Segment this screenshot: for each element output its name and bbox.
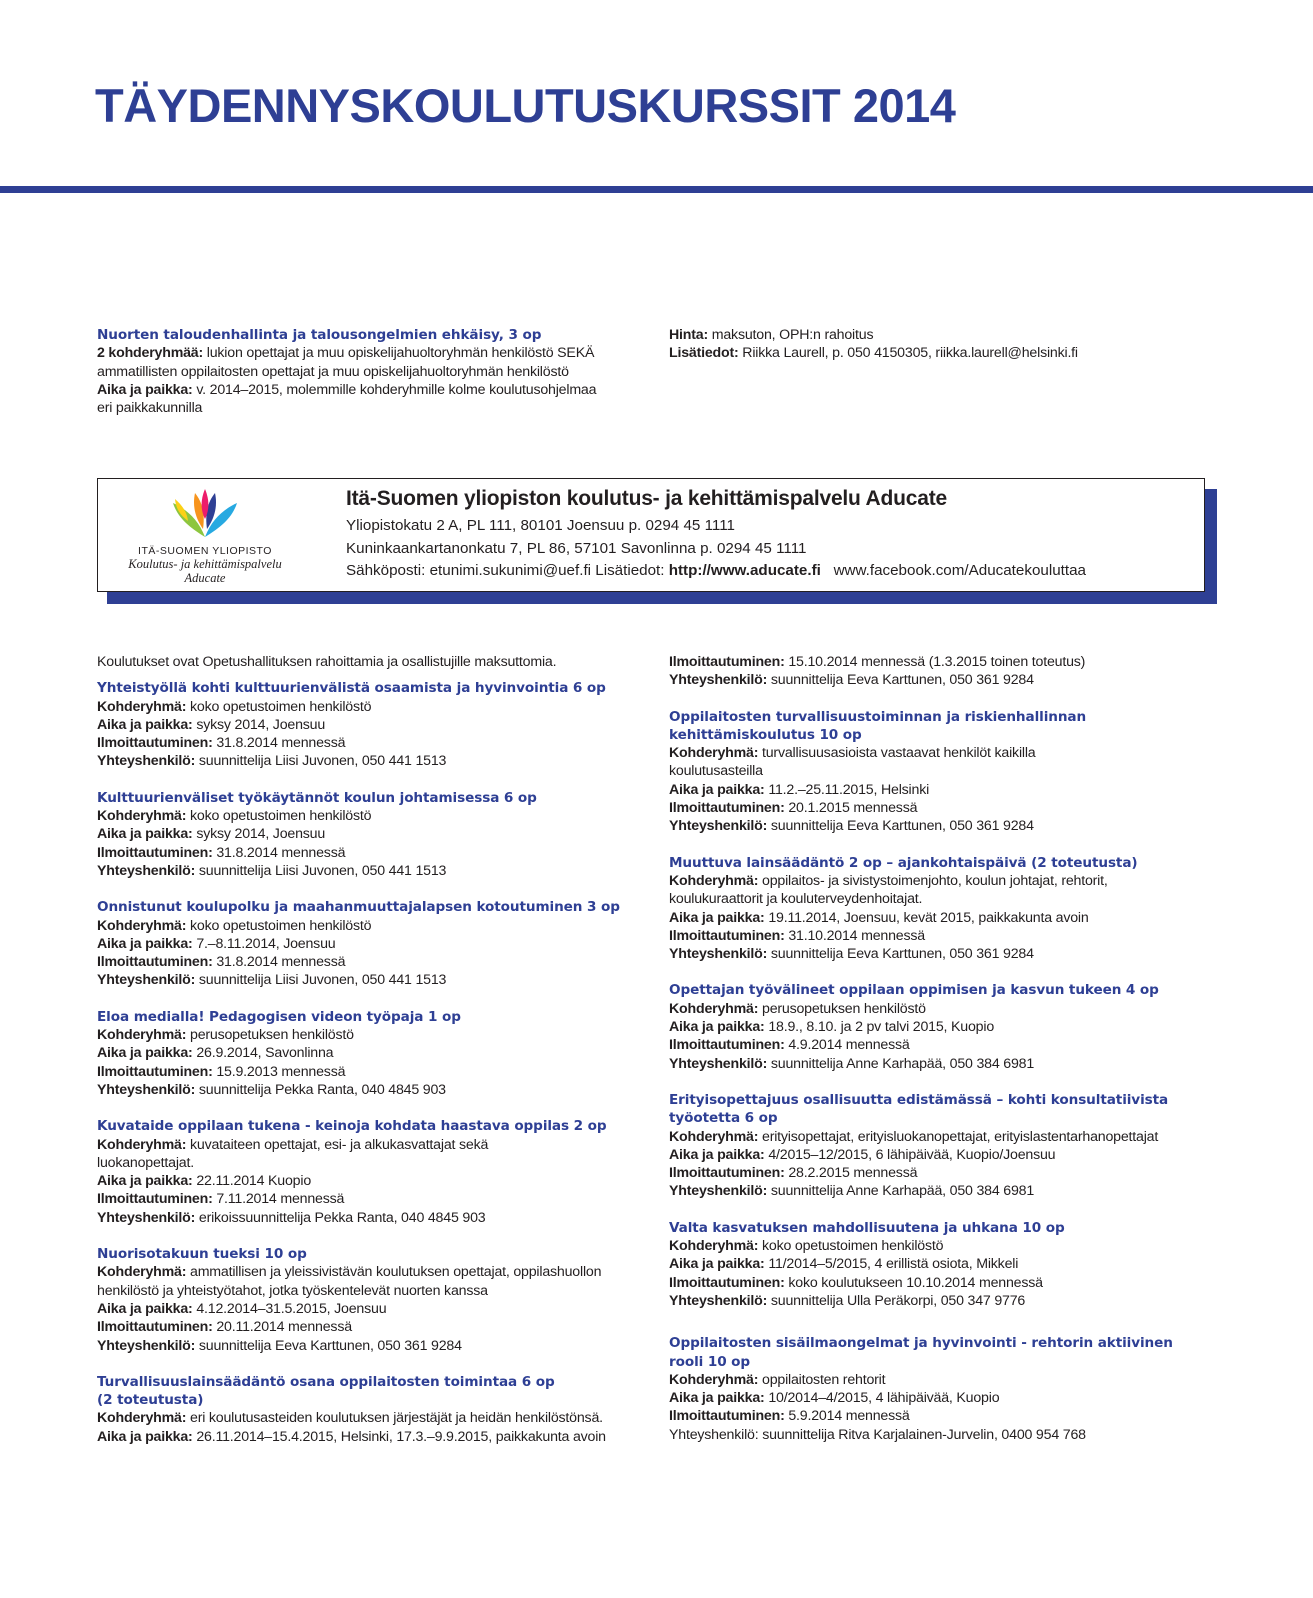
- logo-unit-name: Koulutus- ja kehittämispalvelu: [128, 557, 282, 571]
- intro-course-details: [669, 326, 1229, 363]
- target-value: oppilaitos- ja sivistystoimenjohto, koulun johtajat, rehtorit,: [762, 872, 1108, 889]
- contact-value: suunnittelija Anne Karhapää, 050 384 6981: [770, 1183, 1035, 1200]
- leaf-logo-icon: [170, 485, 240, 543]
- time-label: Aika ja paikka:: [669, 781, 765, 798]
- contact-info: [346, 485, 1196, 583]
- time-label: Aika ja paikka:: [97, 1300, 193, 1317]
- target-value: lukion opettajat ja muu opiskelijahuoltoryhmän henkilöstö SEKÄ: [206, 345, 595, 362]
- registration-label: Ilmoittautuminen:: [97, 1319, 213, 1336]
- course-title-cont: rooli 10 op: [669, 1353, 751, 1370]
- registration-value: 31.10.2014 mennessä: [788, 927, 925, 944]
- info-value: Riikka Laurell, p. 050 4150305, riikka.laurell@helsinki.fi: [742, 345, 1078, 362]
- time-label: Aika ja paikka:: [97, 826, 193, 843]
- course-entry-continued: [669, 653, 1229, 690]
- time-value: 10/2014–4/2015, 4 lähipäivää, Kuopio: [768, 1390, 1000, 1407]
- time-label: Aika ja paikka:: [669, 909, 765, 926]
- time-label: Aika ja paikka:: [97, 1045, 193, 1062]
- target-label: Kohderyhmä:: [669, 1128, 759, 1145]
- target-label: Kohderyhmä:: [97, 808, 187, 825]
- registration-value: 31.8.2014 mennessä: [216, 844, 346, 861]
- contact-label: Yhteyshenkilö:: [669, 672, 768, 689]
- target-label: Kohderyhmä:: [97, 1410, 187, 1427]
- registration-label: Ilmoittautuminen:: [97, 1063, 213, 1080]
- target-label: Kohderyhmä:: [669, 1238, 759, 1255]
- target-value: turvallisuusasioista vastaavat henkilöt kaikilla: [762, 745, 1036, 762]
- registration-label: Ilmoittautuminen:: [669, 1274, 785, 1291]
- contact-label: Yhteyshenkilö:: [97, 972, 196, 989]
- email-web-line: [346, 560, 1196, 583]
- contact-label: Yhteyshenkilö:: [669, 1183, 768, 1200]
- info-box-title: Itä-Suomen yliopiston koulutus- ja kehittämispalvelu Aducate: [346, 487, 947, 510]
- registration-value: 20.11.2014 mennessä: [216, 1319, 352, 1336]
- contact-label: Yhteyshenkilö:: [669, 818, 768, 835]
- target-value-cont: henkilöstö ja yhteistyötahot, jotka työskentelevät nuorten kanssa: [97, 1282, 488, 1299]
- registration-label: Ilmoittautuminen:: [97, 954, 213, 971]
- registration-label: Ilmoittautuminen:: [669, 654, 785, 670]
- target-label: Kohderyhmä:: [669, 745, 759, 762]
- time-label: Aika ja paikka:: [97, 1173, 193, 1190]
- contact-value: suunnittelija Anne Karhapää, 050 384 6981: [770, 1055, 1035, 1072]
- left-column: [97, 653, 657, 1464]
- target-label: Kohderyhmä:: [97, 1264, 187, 1281]
- target-label: Kohderyhmä:: [97, 1136, 187, 1153]
- registration-value: 28.2.2015 mennessä: [788, 1165, 918, 1182]
- time-label: Aika ja paikka:: [97, 1428, 193, 1445]
- course-title-cont: työotetta 6 op: [669, 1110, 778, 1127]
- contact-label: Yhteyshenkilö:: [669, 1055, 768, 1072]
- contact-value: suunnittelija Eeva Karttunen, 050 361 9284: [770, 946, 1034, 963]
- contact-value: suunnittelija Ulla Peräkorpi, 050 347 9776: [770, 1292, 1026, 1309]
- registration-label: Ilmoittautuminen:: [97, 844, 213, 861]
- course-entry: [97, 1008, 657, 1099]
- target-value: oppilaitosten rehtorit: [762, 1371, 886, 1388]
- target-label: 2 kohderyhmää:: [97, 345, 204, 362]
- target-value: ammatillisen ja yleissivistävän koulutuksen opettajat, oppilashuollon: [190, 1264, 602, 1281]
- course-entry: [97, 679, 657, 770]
- course-title: Turvallisuuslainsäädäntö osana oppilaitosten toimintaa 6 op: [97, 1373, 555, 1390]
- contact-label: Yhteyshenkilö:: [97, 862, 196, 879]
- contact-value: suunnittelija Pekka Ranta, 040 4845 903: [198, 1081, 446, 1098]
- registration-value: 31.8.2014 mennessä: [216, 735, 346, 752]
- address-savonlinna: Kuninkaankartanonkatu 7, PL 86, 57101 Savonlinna p. 0294 45 1111: [346, 539, 807, 557]
- registration-label: Ilmoittautuminen:: [97, 735, 213, 752]
- course-title: Yhteistyöllä kohti kulttuurienvälistä osaamista ja hyvinvointia 6 op: [97, 680, 606, 697]
- contact-value: suunnittelija Liisi Juvonen, 050 441 1513: [198, 972, 447, 989]
- logo-unit-brand: Aducate: [184, 571, 226, 585]
- course-title-cont: (2 toteutusta): [97, 1392, 204, 1409]
- time-value: 11.2.–25.11.2015, Helsinki: [768, 781, 930, 798]
- target-label: Kohderyhmä:: [669, 1000, 759, 1017]
- course-entry: [97, 1245, 657, 1355]
- time-value: 4/2015–12/2015, 6 lähipäivää, Kuopio/Joensuu: [768, 1146, 1056, 1163]
- course-entry: [97, 789, 657, 880]
- contact-label: Yhteyshenkilö:: [669, 1292, 768, 1309]
- right-column: [669, 653, 1229, 1462]
- university-logo: [106, 485, 304, 589]
- target-value: perusopetuksen henkilöstö: [190, 1027, 354, 1044]
- registration-label: Ilmoittautuminen:: [97, 1191, 213, 1208]
- price-value: maksuton, OPH:n rahoitus: [711, 327, 874, 343]
- course-title: Muuttuva lainsäädäntö 2 op – ajankohtaispäivä (2 toteutusta): [669, 854, 1138, 871]
- course-title-cont: kehittämiskoulutus 10 op: [669, 726, 862, 743]
- registration-label: Ilmoittautuminen:: [669, 1165, 785, 1182]
- time-value-cont: eri paikkakunnilla: [97, 400, 203, 417]
- course-title: Valta kasvatuksen mahdollisuutena ja uhkana 10 op: [669, 1219, 1065, 1236]
- course-entry: [669, 854, 1229, 964]
- course-entry: [669, 708, 1229, 836]
- target-value-cont: koulukuraattorit ja kouluterveydenhoitajat.: [669, 891, 923, 908]
- time-value: 22.11.2014 Kuopio: [196, 1173, 312, 1190]
- target-label: Kohderyhmä:: [97, 917, 187, 934]
- email-text: Sähköposti: etunimi.sukunimi@uef.fi Lisätiedot:: [346, 562, 669, 579]
- time-value: 26.11.2014–15.4.2015, Helsinki, 17.3.–9.9.2015, paikkakunta avoin: [196, 1428, 606, 1445]
- target-value-cont: koulutusasteilla: [669, 763, 763, 780]
- time-label: Aika ja paikka:: [97, 935, 193, 952]
- facebook-link[interactable]: www.facebook.com/Aducatekouluttaa: [833, 562, 1086, 579]
- target-value: erityisopettajat, erityisluokanopettajat, erityislastentarhanopettajat: [762, 1128, 1159, 1145]
- registration-label: Ilmoittautuminen:: [669, 800, 785, 817]
- contact-value: suunnittelija Liisi Juvonen, 050 441 1513: [198, 862, 447, 879]
- contact-label: Yhteyshenkilö:: [97, 1081, 196, 1098]
- course-entry: [669, 981, 1229, 1072]
- course-title: Oppilaitosten turvallisuustoiminnan ja riskienhallinnan: [669, 708, 1087, 725]
- contact-label: Yhteyshenkilö:: [669, 946, 768, 963]
- info-box: [97, 478, 1205, 592]
- target-value: koko opetustoimen henkilöstö: [762, 1238, 944, 1255]
- registration-value: koko koulutukseen 10.10.2014 mennessä: [788, 1274, 1043, 1291]
- course-title: Kulttuurienväliset työkäytännöt koulun johtamisessa 6 op: [97, 789, 537, 806]
- registration-label: Ilmoittautuminen:: [669, 1037, 785, 1054]
- time-label: Aika ja paikka:: [669, 1390, 765, 1407]
- course-title: Oppilaitosten sisäilmaongelmat ja hyvinvointi - rehtorin aktiivinen: [669, 1335, 1173, 1352]
- info-label: Lisätiedot:: [669, 345, 739, 362]
- target-value: koko opetustoimen henkilöstö: [190, 808, 372, 825]
- contact-line: Yhteyshenkilö: suunnittelija Ritva Karjalainen-Jurvelin, 0400 954 768: [669, 1426, 1086, 1443]
- contact-value: suunnittelija Eeva Karttunen, 050 361 9284: [198, 1337, 462, 1354]
- time-label: Aika ja paikka:: [97, 716, 193, 733]
- target-value-cont: luokanopettajat.: [97, 1154, 194, 1171]
- contact-label: Yhteyshenkilö:: [97, 1209, 196, 1226]
- registration-value: 15.10.2014 mennessä (1.3.2015 toinen toteutus): [788, 654, 1086, 670]
- time-value: 26.9.2014, Savonlinna: [196, 1045, 334, 1062]
- registration-value: 4.9.2014 mennessä: [788, 1037, 910, 1054]
- contact-value: erikoissuunnittelija Pekka Ranta, 040 4845 903: [198, 1209, 486, 1226]
- time-value: 19.11.2014, Joensuu, kevät 2015, paikkakunta avoin: [768, 909, 1089, 926]
- course-entry: [97, 1373, 657, 1446]
- registration-value: 7.11.2014 mennessä: [216, 1191, 345, 1208]
- time-value: 11/2014–5/2015, 4 erillistä osiota, Mikkeli: [768, 1256, 1019, 1273]
- time-label: Aika ja paikka:: [97, 381, 193, 398]
- target-label: Kohderyhmä:: [97, 1027, 187, 1044]
- time-value: syksy 2014, Joensuu: [196, 716, 326, 733]
- target-value: perusopetuksen henkilöstö: [762, 1000, 926, 1017]
- time-label: Aika ja paikka:: [669, 1146, 765, 1163]
- time-value: 18.9., 8.10. ja 2 pv talvi 2015, Kuopio: [768, 1019, 995, 1036]
- course-entry: [97, 1117, 657, 1227]
- course-title: Nuorten taloudenhallinta ja talousongelmien ehkäisy, 3 op: [97, 327, 542, 343]
- registration-value: 31.8.2014 mennessä: [216, 954, 346, 971]
- target-label: Kohderyhmä:: [97, 698, 187, 715]
- intro-course: [97, 326, 637, 417]
- target-value: kuvataiteen opettajat, esi- ja alkukasvattajat sekä: [190, 1136, 489, 1153]
- time-value: 7.–8.11.2014, Joensuu: [196, 935, 336, 952]
- target-value: koko opetustoimen henkilöstö: [190, 917, 372, 934]
- course-entry: [97, 898, 657, 989]
- course-entry: [669, 1219, 1229, 1310]
- time-value: v. 2014–2015, molemmille kohderyhmille kolme koulutusohjelmaa: [196, 381, 597, 398]
- registration-value: 5.9.2014 mennessä: [788, 1408, 910, 1425]
- page-title: TÄYDENNYSKOULUTUSKURSSIT 2014: [95, 79, 956, 132]
- price-label: Hinta:: [669, 327, 708, 343]
- contact-value: suunnittelija Liisi Juvonen, 050 441 1513: [198, 753, 447, 770]
- time-value: 4.12.2014–31.5.2015, Joensuu: [196, 1300, 387, 1317]
- contact-label: Yhteyshenkilö:: [97, 1337, 196, 1354]
- course-title: Kuvataide oppilaan tukena - keinoja kohdata haastava oppilas 2 op: [97, 1118, 607, 1135]
- course-title: Onnistunut koulupolku ja maahanmuuttajalapsen kotoutuminen 3 op: [97, 899, 620, 916]
- course-title: Opettajan työvälineet oppilaan oppimisen ja kasvun tukeen 4 op: [669, 982, 1159, 999]
- contact-value: suunnittelija Eeva Karttunen, 050 361 9284: [770, 818, 1034, 835]
- target-value: koko opetustoimen henkilöstö: [190, 698, 372, 715]
- registration-value: 15.9.2013 mennessä: [216, 1063, 346, 1080]
- target-value: eri koulutusasteiden koulutuksen järjestäjät ja heidän henkilöstönsä.: [190, 1410, 603, 1427]
- registration-label: Ilmoittautuminen:: [669, 927, 785, 944]
- target-value-cont: ammatillisten oppilaitosten opettajat ja muu opiskelijahuoltoryhmän henkilöstö: [97, 363, 569, 380]
- website-link[interactable]: http://www.aducate.fi: [668, 562, 821, 579]
- logo-university-name: ITÄ-SUOMEN YLIOPISTO: [138, 545, 272, 557]
- contact-value: suunnittelija Eeva Karttunen, 050 361 9284: [770, 672, 1034, 689]
- course-entry: [669, 1334, 1229, 1444]
- course-title: Erityisopettajuus osallisuutta edistämässä – kohti konsultatiivista: [669, 1091, 1169, 1108]
- time-label: Aika ja paikka:: [669, 1256, 765, 1273]
- registration-value: 20.1.2015 mennessä: [788, 800, 918, 817]
- contact-label: Yhteyshenkilö:: [97, 753, 196, 770]
- course-entry: [669, 1091, 1229, 1201]
- time-label: Aika ja paikka:: [669, 1019, 765, 1036]
- title-rule: [0, 186, 1313, 193]
- target-label: Kohderyhmä:: [669, 1371, 759, 1388]
- funding-note: Koulutukset ovat Opetushallituksen rahoittamia ja osallistujille maksuttomia.: [97, 654, 557, 670]
- time-value: syksy 2014, Joensuu: [196, 826, 326, 843]
- registration-label: Ilmoittautuminen:: [669, 1408, 785, 1425]
- target-label: Kohderyhmä:: [669, 872, 759, 889]
- address-joensuu: Yliopistokatu 2 A, PL 111, 80101 Joensuu p. 0294 45 1111: [346, 517, 735, 534]
- course-title: Nuorisotakuun tueksi 10 op: [97, 1246, 307, 1263]
- course-title: Eloa medialla! Pedagogisen videon työpaja 1 op: [97, 1008, 461, 1025]
